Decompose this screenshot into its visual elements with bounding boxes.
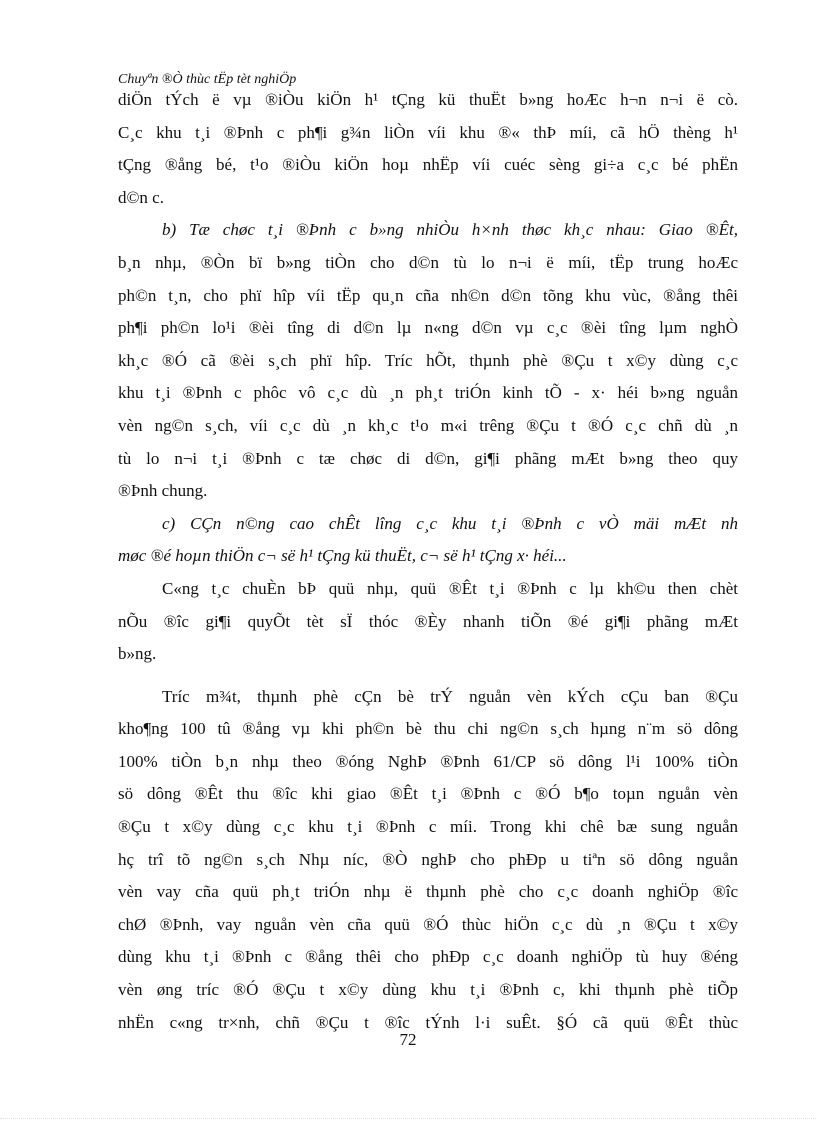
- text-line: kho¶ng 100 tû ®ång vµ khi ph©n bè thu chi ng©n s¸ch hµng n¨m sö dông: [118, 719, 738, 739]
- text-line: nÕu ®îc gi¶i quyÕt tèt sÏ thóc ®Èy nhanh tiÕn ®é gi¶i phãng mÆt: [118, 611, 738, 631]
- document-body: [118, 84, 738, 1039]
- text-line: hç trî tõ ng©n s¸ch Nhµ níc, ®Ò nghÞ cho phÐp u tiªn sö dông nguån: [118, 849, 738, 869]
- text-line: møc ®é hoµn thiÖn c¬ së h¹ tÇng kü thuËt, c¬ së h¹ tÇng x· héi...: [118, 546, 567, 566]
- paragraph-gap: [118, 671, 738, 681]
- text-line: tù lo n¬i t¸i ®Þnh c tæ chøc di d©n, gi¶i phãng mÆt b»ng theo quy: [118, 448, 738, 468]
- text-line: Tríc m¾t, thµnh phè cÇn bè trÝ nguån vèn kÝch cÇu ban ®Çu: [162, 686, 738, 706]
- text-line: d©n c.: [118, 187, 164, 207]
- text-line: ®Çu t x©y dùng c¸c khu t¸i ®Þnh c míi. Trong khi chê bæ sung nguån: [118, 817, 738, 837]
- text-line: vèn ng©n s¸ch, víi c¸c dù ¸n kh¸c t¹o m«i trêng ®Çu t ®Ó c¸c chñ dù ¸n: [118, 415, 738, 435]
- text-line: b»ng.: [118, 644, 157, 664]
- text-line: kh¸c ®Ó cã ®èi s¸ch phï hîp. Tríc hÕt, thµnh phè ®Çu t x©y dùng c¸c: [118, 350, 738, 370]
- running-header: Chuyªn ®Ò thùc tËp tèt nghiÖp: [118, 72, 297, 87]
- text-line: sö dông ®Êt thu ®îc khi giao ®Êt t¸i ®Þnh c ®Ó b¶o toµn nguån vèn: [118, 784, 738, 804]
- text-line: b) Tæ chøc t¸i ®Þnh c b»ng nhiÒu h×nh thøc kh¸c nhau: Giao ®Êt,: [162, 220, 738, 240]
- text-line: vèn øng tríc ®Ó ®Çu t x©y dùng khu t¸i ®Þnh c, khi thµnh phè tiÕp: [118, 980, 738, 1000]
- text-line: tÇng ®ång bé, t¹o ®iÒu kiÖn hoµ nhËp víi cuéc sèng gi÷a c¸c bé phËn: [118, 155, 738, 175]
- page-bottom-rule: [0, 1118, 816, 1119]
- text-line: 100% tiÒn b¸n nhµ theo ®óng NghÞ ®Þnh 61/CP sö dông l¹i 100% tiÒn: [118, 751, 738, 771]
- text-line: dùng khu t¸i ®Þnh c ®ång thêi cho phÐp c¸c doanh nghiÖp tù huy ®éng: [118, 947, 738, 967]
- text-line: C«ng t¸c chuÈn bÞ quü nhµ, quü ®Êt t¸i ®Þnh c lµ kh©u then chèt: [162, 578, 738, 598]
- text-line: ph¶i ph©n lo¹i ®èi tîng di d©n lµ n«ng d©n vµ c¸c ®èi tîng lµm nghÒ: [118, 318, 738, 338]
- text-line: khu t¸i ®Þnh c phôc vô c¸c dù ¸n ph¸t triÓn kinh tÕ - x· héi b»ng nguån: [118, 383, 738, 403]
- text-line: C¸c khu t¸i ®Þnh c ph¶i g¾n liÒn víi khu ®« thÞ míi, cã hÖ thèng h¹: [118, 122, 738, 142]
- text-line: ph©n t¸n, cho phï hîp víi tËp qu¸n cña nh©n d©n tõng khu vùc, ®ång thêi: [118, 285, 738, 305]
- text-line: ®Þnh chung.: [118, 481, 208, 501]
- text-line: nhËn c«ng tr×nh, chñ ®Çu t ®îc tÝnh l·i suÊt. §Ó cã quü ®Êt thùc: [118, 1012, 738, 1032]
- text-line: c) CÇn n©ng cao chÊt lîng c¸c khu t¸i ®Þnh c vÒ mäi mÆt nh: [162, 513, 738, 533]
- text-line: b¸n nhµ, ®Òn bï b»ng tiÒn cho d©n tù lo n¬i ë míi, tËp trung hoÆc: [118, 252, 738, 272]
- text-line: diÖn tÝch ë vµ ®iÒu kiÖn h¹ tÇng kü thuËt b»ng hoÆc h¬n n¬i ë cò.: [118, 90, 738, 109]
- page-number: 72: [399, 1030, 417, 1049]
- text-line: chØ ®Þnh, vay nguån vèn cña quü ®Ó thùc hiÖn c¸c dù ¸n ®Çu t x©y: [118, 914, 738, 934]
- text-line: vèn vay cña quü ph¸t triÓn nhµ ë thµnh phè cho c¸c doanh nghiÖp ®îc: [118, 882, 738, 902]
